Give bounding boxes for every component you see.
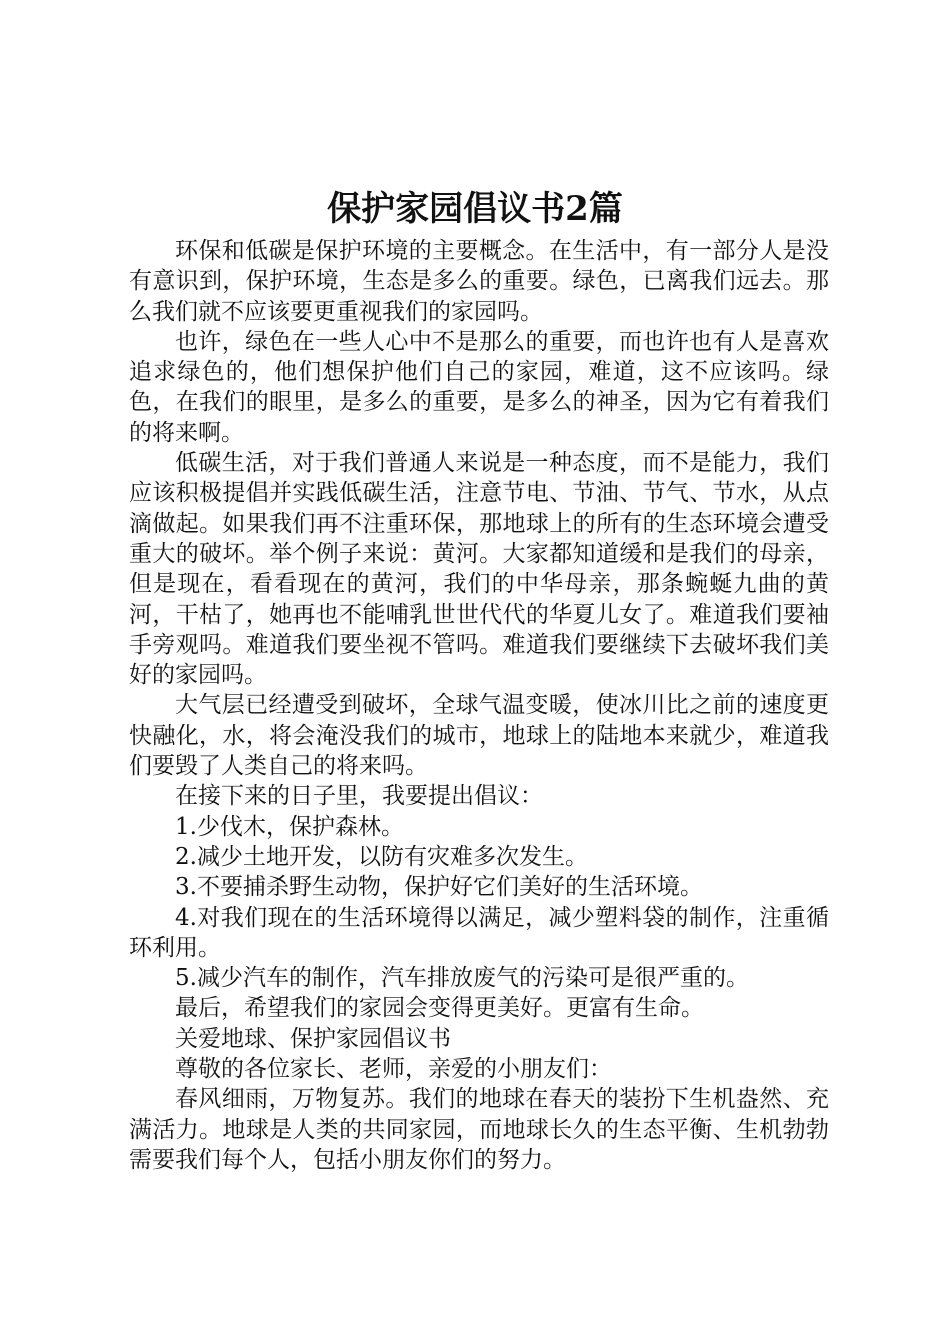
paragraph-closing: 最后，希望我们的家园会变得更美好。更富有生命。 (175, 995, 704, 1022)
paragraph-green: 也许，绿色在一些人心中不是那么的重要，而也许也有人是喜欢追求绿色的，他们想保护他们自己的家园，难道，这不应该吗。绿色，在我们的眼里，是多么的重要，是多么的神圣，因为它有着我们的将来啊。 (129, 328, 829, 446)
proposal-item-4: 4.对我们现在的生活环境得以满足，减少塑料袋的制作，注重循环利用。 (129, 904, 829, 961)
paragraph-low-carbon: 低碳生活，对于我们普通人来说是一种态度，而不是能力，我们应该积极提倡并实践低碳生活，注意节电、节油、节气、节水，从点滴做起。如果我们再不注重环保，那地球上的所有的生态环境会遭受重大的破坏。举个例子来说：黄河。大家都知道缓和是我们的母亲，但是现在，看看现在的黄河，我们的中华母亲，那条蜿蜒九曲的黄河，干枯了，她再也不能哺乳世世代代的华夏儿女了。难道我们要袖手旁观吗。难道我们要坐视不管吗。难道我们要继续下去破坏我们美好的家园吗。 (129, 450, 829, 689)
proposal-item-3: 3.不要捕杀野生动物，保护好它们美好的生活环境。 (175, 874, 703, 901)
second-letter-heading: 关爱地球、保护家园倡议书 (175, 1025, 451, 1052)
document-title: 保护家园倡议书2篇 (327, 189, 623, 229)
proposal-item-1: 1.少伐木，保护森林。 (175, 813, 404, 840)
paragraph-atmosphere: 大气层已经遭受到破坏，全球气温变暖，使冰川比之前的速度更快融化，水，将会淹没我们的城市，地球上的陆地本来就少，难道我们要毁了人类自己的将来吗。 (129, 692, 829, 780)
paragraph-proposal-intro: 在接下来的日子里，我要提出倡议： (175, 783, 543, 810)
proposal-item-2: 2.减少土地开发，以防有灾难多次发生。 (175, 843, 588, 870)
paragraph-intro: 环保和低碳是保护环境的主要概念。在生活中，有一部分人是没有意识到，保护环境，生态是多么的重要。绿色，已离我们远去。那么我们就不应该要更重视我们的家园吗。 (129, 238, 829, 325)
paragraph-spring: 春风细雨，万物复苏。我们的地球在春天的装扮下生机盎然、充满活力。地球是人类的共同家园，而地球长久的生态平衡、生机勃勃需要我们每个人，包括小朋友你们的努力。 (129, 1086, 829, 1173)
document-body (129, 236, 829, 1175)
proposal-item-5: 5.减少汽车的制作，汽车排放废气的污染可是很严重的。 (175, 965, 749, 992)
salutation: 尊敬的各位家长、老师，亲爱的小朋友们： (175, 1056, 612, 1083)
